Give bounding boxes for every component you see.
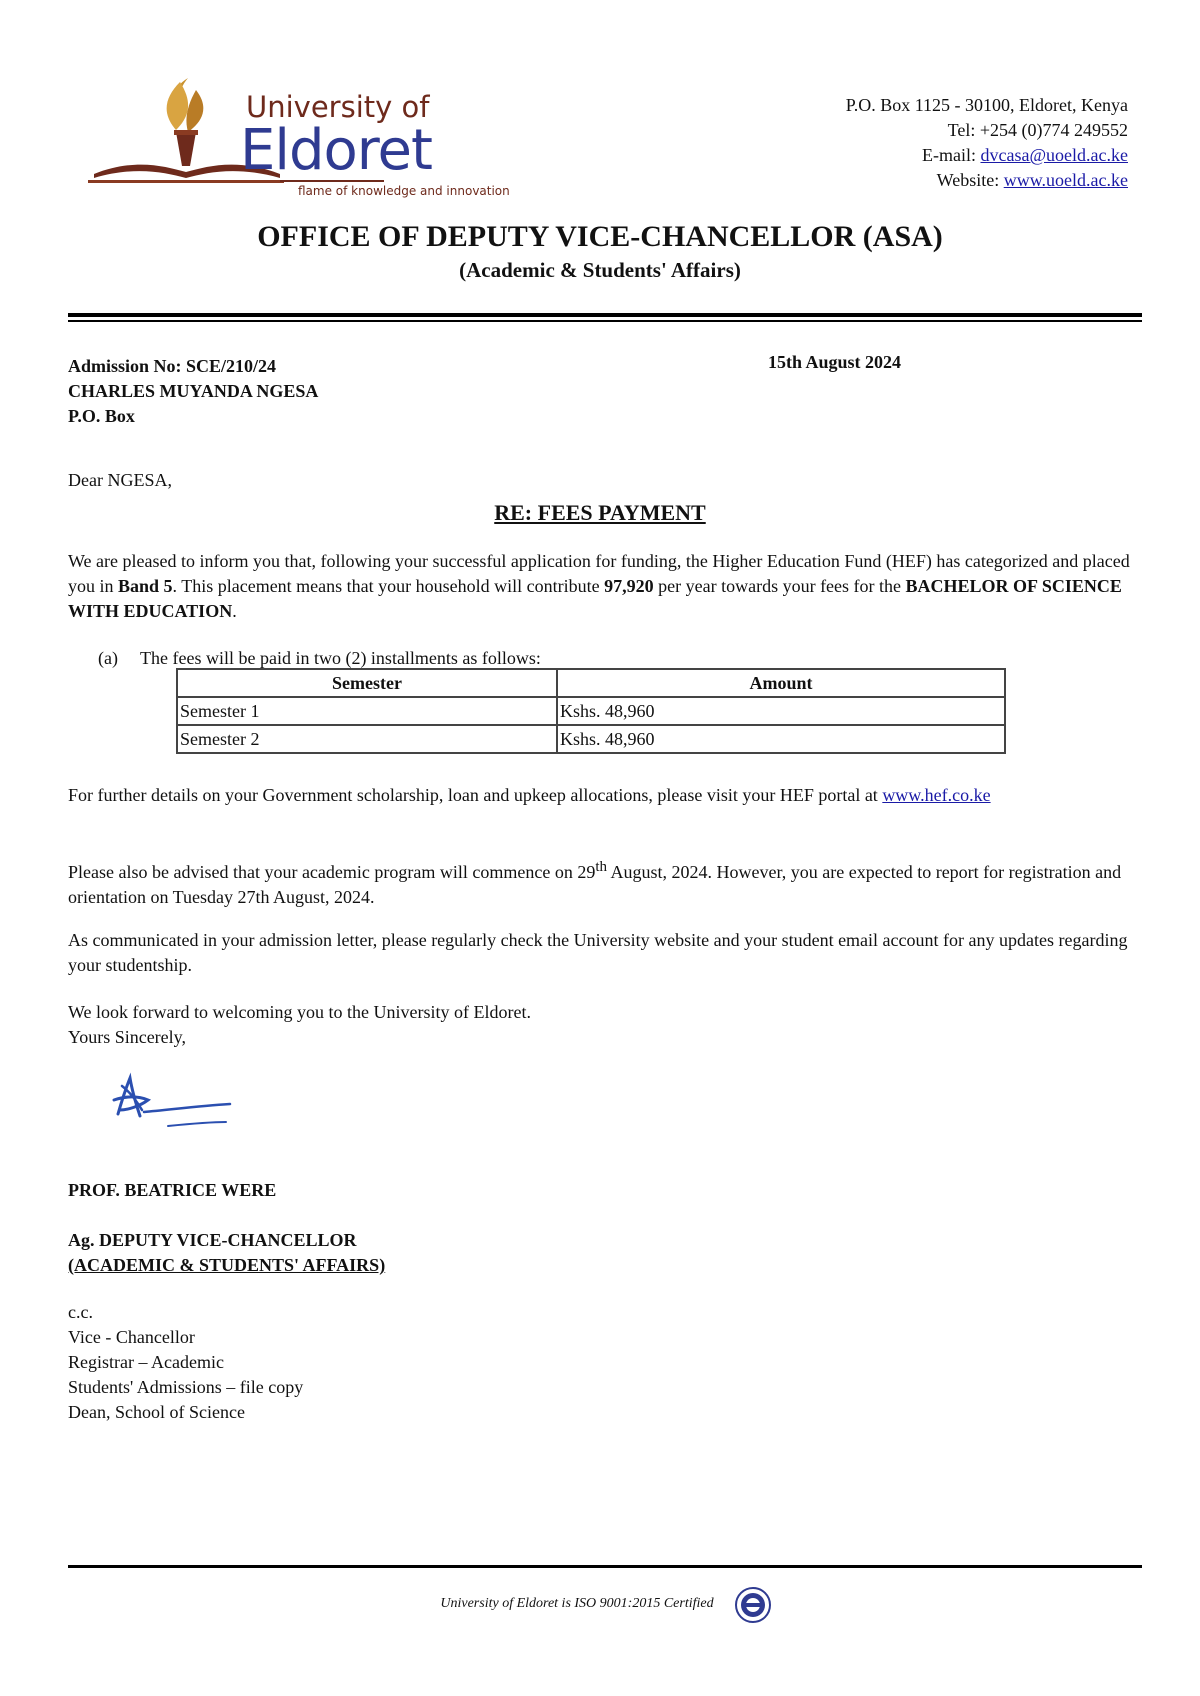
signer-title-line1: Ag. DEPUTY VICE-CHANCELLOR [68,1230,357,1250]
contact-email-line [846,143,1128,168]
signer-title-line2: (ACADEMIC & STUDENTS' AFFAIRS) [68,1255,386,1275]
cc-list [68,1300,303,1425]
footer-divider [68,1565,1142,1568]
table-header-row [177,669,1005,697]
header-divider-thick [68,313,1142,317]
salutation: Dear NGESA, [68,470,172,490]
recipient-name: CHARLES MUYANDA NGESA [68,381,319,401]
contact-website-line [846,168,1128,193]
cc-label: c.c. [68,1302,93,1322]
band-value: Band 5 [118,576,173,596]
program-name: BACHELOR OF SCIENCE WITH EDUCATION [68,576,1122,621]
website-link[interactable]: www.uoeld.ac.ke [1003,170,1128,190]
p1-text-b: . This placement means that your household will contribute [172,576,605,596]
p1-text-d: . [232,601,237,621]
logo-line-university-of: University of [246,90,430,124]
header-divider-thin [68,320,1142,322]
admission-number: Admission No: SCE/210/24 [68,356,277,376]
list-item: Dean, School of Science [68,1402,245,1422]
p3-superscript: th [595,859,607,875]
paragraph-program-start [68,855,1138,910]
cell-amount: Kshs. 48,960 [557,725,1005,753]
hef-portal-link[interactable]: www.hef.co.ke [882,785,991,805]
office-title: OFFICE OF DEPUTY VICE-CHANCELLOR (ASA) [257,220,943,253]
list-item-a [98,648,541,669]
list-item: Students' Admissions – file copy [68,1377,304,1397]
logo-tagline: flame of knowledge and innovation [298,184,510,198]
contribution-amount: 97,920 [604,576,654,596]
closing-phrase: Yours Sincerely, [68,1027,187,1047]
paragraph-closing [68,1000,1138,1050]
item-a-text: The fees will be paid in two (2) installments as follows: [140,648,541,668]
office-subtitle: (Academic & Students' Affairs) [459,258,741,282]
p3-text-a: Please also be advised that your academic program will commence on 29 [68,862,596,882]
signer-title-block [68,1228,385,1278]
contact-block [846,93,1128,193]
signer-name: PROF. BEATRICE WERE [68,1180,277,1200]
list-item: Registrar – Academic [68,1352,224,1372]
item-a-label: (a) [98,648,118,668]
footer-text: University of Eldoret is ISO 9001:2015 Certified [440,1596,714,1611]
fees-table [176,668,1006,754]
table-row [177,697,1005,725]
column-header-semester: Semester [177,669,557,697]
column-header-amount: Amount [557,669,1005,697]
contact-address: P.O. Box 1125 - 30100, Eldoret, Kenya [845,95,1128,115]
cell-semester: Semester 2 [177,725,557,753]
email-link[interactable]: dvcasa@uoeld.ac.ke [980,145,1128,165]
website-label: Website: [936,170,1004,190]
list-item: Vice - Chancellor [68,1327,195,1347]
paragraph-check-website: As communicated in your admission letter, please regularly check the University website and your student email account for any updates regarding your studentship. [68,930,1128,975]
paragraph-placement [68,549,1138,624]
p1-text-c: per year towards your fees for the [653,576,906,596]
cell-amount: Kshs. 48,960 [557,697,1005,725]
handwritten-signature [108,1070,238,1130]
table-row [177,725,1005,753]
recipient-block [68,354,318,429]
contact-tel: Tel: +254 (0)774 249552 [947,120,1128,140]
p5-text: We look forward to welcoming you to the University of Eldoret. [68,1002,531,1022]
iso-certification-badge-icon [734,1586,772,1624]
p2-text: For further details on your Government scholarship, loan and upkeep allocations, please visit your HEF portal at [68,785,883,805]
letter-date: 15th August 2024 [768,352,902,372]
subject-line: RE: FEES PAYMENT [494,500,706,525]
logo-line-eldoret: Eldoret [240,118,432,183]
footer-iso-statement [0,1596,1200,1612]
email-label: E-mail: [922,145,981,165]
p1-text-a: We are pleased to inform you that, following your successful application for funding, the Higher Education Fund (HEF) has categorized and placed you in [68,551,1130,596]
cell-semester: Semester 1 [177,697,557,725]
recipient-address: P.O. Box [68,406,135,426]
p3-text-b: August, 2024. However, you are expected to report for registration and orientation on Tuesday 27th August, 2024. [68,862,1122,907]
paragraph-hef-portal [68,783,1138,808]
